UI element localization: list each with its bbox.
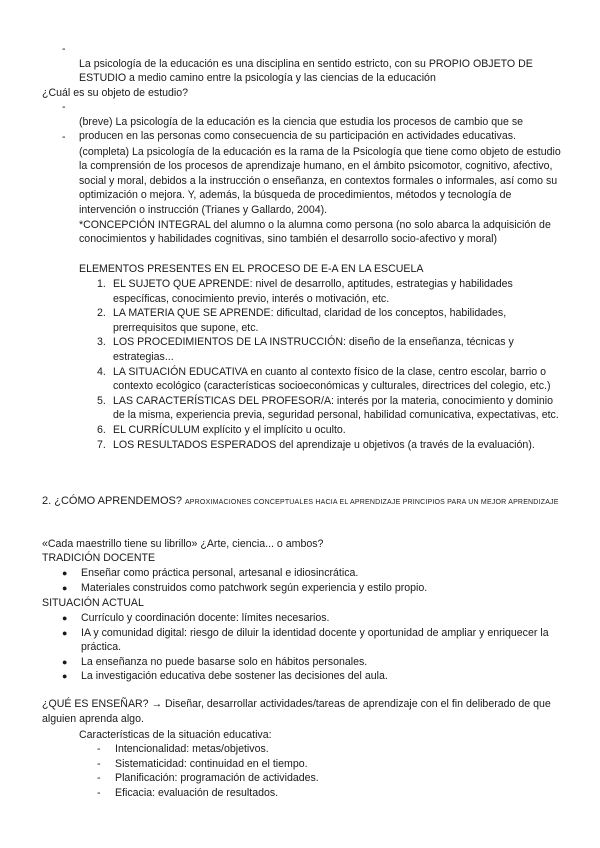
item-text: Intencionalidad: metas/objetivos.	[115, 743, 269, 755]
bullet-marker: ●	[62, 568, 68, 578]
item-text: Materiales construidos como patchwork según experiencia y estilo propio.	[81, 581, 428, 594]
list-item	[62, 626, 562, 655]
dash-marker: -	[62, 101, 66, 113]
completa-dash-item	[62, 130, 562, 247]
item-text: LA MATERIA QUE SE APRENDE: dificultad, claridad de los conceptos, habilidades, prerrequisitos que supone, etc.	[113, 307, 507, 334]
list-item	[97, 423, 562, 438]
bullet-marker: ●	[62, 582, 68, 593]
item-text: LAS CARACTERÍSTICAS DEL PROFESOR/A: interés por la materia, conocimiento y dominio de la misma, experiencia previa, seguridad personal, habilidad comunicativa, expectativas, etc.	[113, 394, 559, 422]
bullet-marker: ●	[62, 671, 68, 682]
section2-heading	[42, 494, 562, 511]
list-item	[62, 566, 562, 581]
item-number: 2.	[97, 307, 106, 320]
item-number: 4.	[97, 365, 106, 378]
list-item	[97, 757, 557, 772]
list-item	[62, 611, 562, 626]
ensenar-question: ¿QUÉ ES ENSEÑAR? → Diseñar, desarrollar actividades/tareas de aprendizaje con el fin deliberado de que alguien aprenda algo.	[42, 698, 551, 725]
item-text: La investigación educativa debe sostener las decisiones del aula.	[81, 670, 388, 683]
bullet-marker: ●	[62, 627, 68, 638]
dash-marker: -	[97, 757, 101, 770]
list-item	[97, 786, 557, 801]
section2-title: 2. ¿CÓMO APRENDEMOS?	[42, 495, 182, 507]
dash-marker: -	[97, 772, 101, 785]
list-item	[62, 669, 562, 684]
item-text: EL SUJETO QUE APRENDE: nivel de desarrollo, aptitudes, estrategias y habilidades específicas, conocimiento previo, interés o motivación, etc.	[113, 278, 513, 305]
objeto-question: ¿Cuál es su objeto de estudio?	[42, 87, 189, 99]
section2-subtitle: APROXIMACIONES CONCEPTUALES HACIA EL APRENDIZAJE PRINCIPIOS PARA UN MEJOR APRENDIZAJE	[184, 499, 559, 506]
item-text: Eficacia: evaluación de resultados.	[115, 786, 279, 799]
item-text: LOS PROCEDIMIENTOS DE LA INSTRUCCIÓN: diseño de la enseñanza, técnicas y estrategias...	[113, 336, 514, 363]
item-text: Currículo y coordinación docente: límites necesarios.	[81, 612, 330, 624]
caracteristicas-title: Características de la situación educativa:	[79, 729, 272, 741]
dash-marker: -	[97, 786, 101, 799]
breve-text: (breve) La psicología de la educación es la ciencia que estudia los procesos de cambio que se producen en las personas como consecuencia de su participación en actividades educativas.	[79, 115, 524, 143]
situacion-list	[62, 611, 562, 684]
list-item	[97, 365, 562, 394]
list-item	[97, 306, 562, 335]
item-text: La enseñanza no puede basarse solo en hábitos personales.	[81, 655, 368, 668]
item-text: Planificación: programación de actividades.	[115, 772, 319, 785]
item-text: IA y comunidad digital: riesgo de diluir la identidad docente y oportunidad de ampliar y enriquecer la práctica.	[81, 626, 549, 654]
item-number: 5.	[97, 394, 106, 407]
item-number: 1.	[97, 278, 106, 290]
concepcion-text: *CONCEPCIÓN INTEGRAL del alumno o la alumna como persona (no solo abarca la adquisición de conocimientos y habilidades cognitivas, sino también el desarrollo socio-afectivo y moral)	[79, 218, 551, 246]
item-text: Enseñar como práctica personal, artesanal e idiosincrática.	[81, 567, 359, 579]
elementos-title: ELEMENTOS PRESENTES EN EL PROCESO DE E-A EN LA ESCUELA	[79, 263, 424, 275]
situacion-title: SITUACIÓN ACTUAL	[42, 597, 144, 609]
bullet-marker: ●	[62, 613, 68, 623]
bullet-marker: ●	[62, 656, 68, 667]
item-number: 7.	[97, 438, 106, 451]
intro-dash-item	[62, 42, 562, 86]
item-text: LA SITUACIÓN EDUCATIVA en cuanto al contexto físico de la clase, centro escolar, barrio o contexto ecológico (características socioeconómicas y culturales, directrices del colegio, etc.)	[113, 365, 551, 393]
list-item	[97, 394, 562, 423]
list-item	[97, 277, 562, 306]
item-text: EL CURRÍCULUM explícito y el implícito u oculto.	[113, 423, 346, 436]
list-item	[97, 742, 557, 757]
elementos-list	[97, 277, 562, 452]
item-text: Sistematicidad: continuidad en el tiempo.	[115, 757, 308, 770]
tradicion-list	[62, 566, 562, 595]
dash-marker: -	[62, 131, 66, 143]
caracteristicas-list	[97, 742, 557, 800]
tradicion-title: TRADICIÓN DOCENTE	[42, 552, 156, 564]
item-text: LOS RESULTADOS ESPERADOS del aprendizaje u objetivos (a través de la evaluación).	[113, 438, 535, 451]
item-number: 3.	[97, 336, 106, 349]
intro-text: La psicología de la educación es una disciplina en sentido estricto, con su PROPIO OBJETO DE ESTUDIO a medio camino entre la psicología y las ciencias de la educación	[79, 57, 533, 85]
list-item	[97, 438, 562, 453]
quote-text: «Cada maestrillo tiene su librillo» ¿Arte, ciencia... o ambos?	[42, 538, 324, 550]
completa-text: (completa) La psicología de la educación es la rama de la Psicología que tiene como objeto de estudio la comprensión de los procesos de aprendizaje humano, en el ámbito psicomotor, cognitivo, afectivo, social y moral, debidos a la instrucción o enseñanza, en contextos formales o informales, así como su optimización o mejora. Y, además, la búsqueda de procedimientos, métodos y tecnología de intervención o instrucción (Trianes y Gallardo, 2004).	[79, 145, 561, 216]
list-item	[97, 771, 557, 786]
list-item	[62, 581, 562, 596]
item-number: 6.	[97, 423, 106, 436]
dash-marker: -	[62, 43, 66, 55]
list-item	[97, 335, 562, 364]
list-item	[62, 655, 562, 670]
dash-marker: -	[97, 743, 101, 755]
